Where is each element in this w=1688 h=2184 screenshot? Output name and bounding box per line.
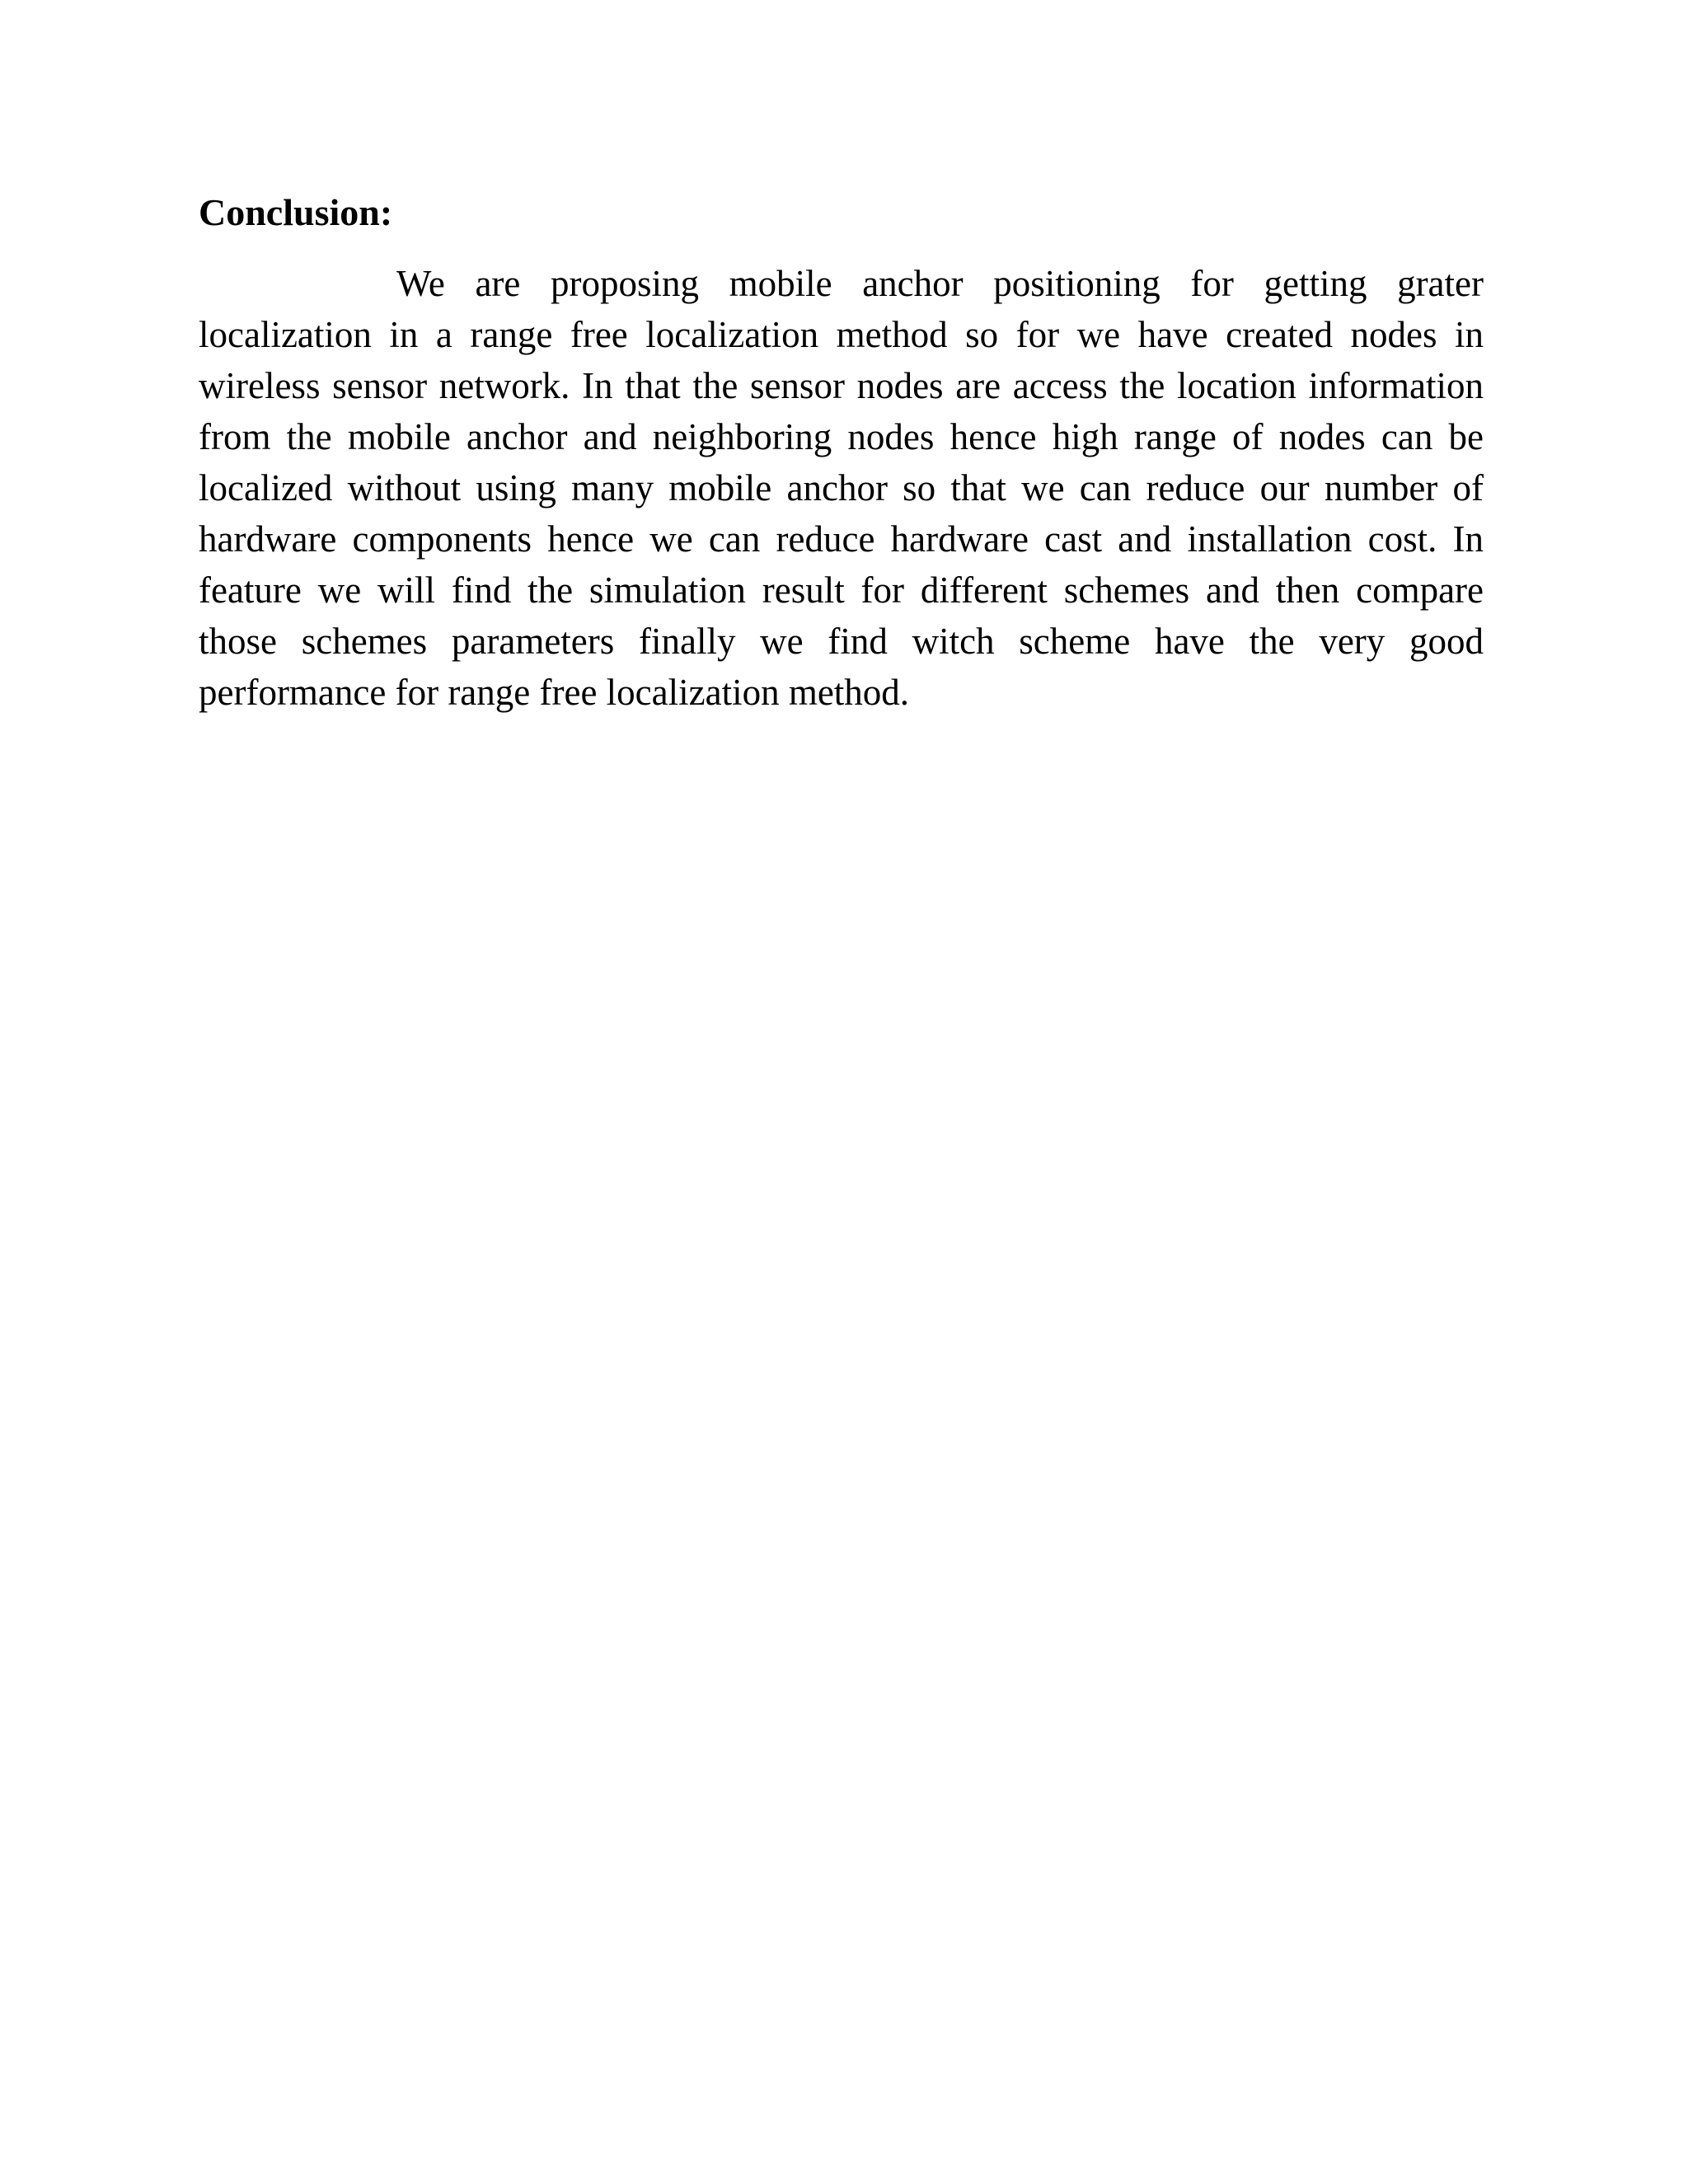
page-content — [199, 190, 1484, 718]
section-heading: Conclusion: — [199, 191, 393, 233]
conclusion-paragraph: We are proposing mobile anchor positioning for getting grater localization in a range free localization method so for we have created nodes in wireless sensor network. In that the sensor nodes are access the location information from the mobile anchor and neighboring nodes hence high range of nodes can be localized without using many mobile anchor so that we can reduce our number of hardware components hence we can reduce hardware cast and installation cost. In feature we will find the simulation result for different schemes and then compare those schemes parameters finally we find witch scheme have the very good performance for range free localization method. — [199, 263, 1484, 714]
